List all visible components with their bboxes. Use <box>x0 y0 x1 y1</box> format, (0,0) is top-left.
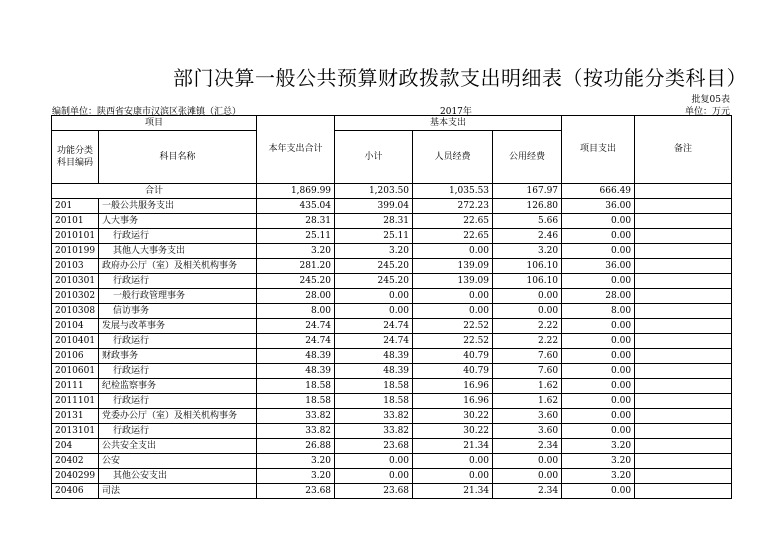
row-public: 106.10 <box>493 259 562 274</box>
row-public: 7.60 <box>493 364 562 379</box>
row-name: 发展与改革事务 <box>99 319 257 334</box>
row-code: 20101 <box>52 214 99 229</box>
row-code: 20131 <box>52 409 99 424</box>
row-total: 3.20 <box>257 244 335 259</box>
row-public: 0.00 <box>493 454 562 469</box>
row-name: 行政运行 <box>99 229 257 244</box>
row-project: 28.00 <box>562 289 635 304</box>
row-public: 126.80 <box>493 199 562 214</box>
row-remark <box>635 349 732 364</box>
row-project: 0.00 <box>562 214 635 229</box>
row-public: 0.00 <box>493 469 562 484</box>
row-subtotal: 245.20 <box>335 259 413 274</box>
row-project: 36.00 <box>562 259 635 274</box>
header-item: 项目 <box>52 116 257 131</box>
table-row <box>52 364 732 379</box>
row-name: 一般行政管理事务 <box>99 289 257 304</box>
row-remark <box>635 409 732 424</box>
row-name: 其他人大事务支出 <box>99 244 257 259</box>
row-public: 2.22 <box>493 334 562 349</box>
table-row <box>52 424 732 439</box>
row-code: 2010601 <box>52 364 99 379</box>
row-project: 0.00 <box>562 394 635 409</box>
row-subtotal: 25.11 <box>335 229 413 244</box>
row-code: 20111 <box>52 379 99 394</box>
row-subtotal: 28.31 <box>335 214 413 229</box>
row-code: 2010199 <box>52 244 99 259</box>
table-row <box>52 409 732 424</box>
sum-remark <box>635 184 732 199</box>
row-project: 0.00 <box>562 409 635 424</box>
row-remark <box>635 424 732 439</box>
row-remark <box>635 229 732 244</box>
header-subtotal: 小计 <box>335 131 413 184</box>
row-total: 3.20 <box>257 469 335 484</box>
row-subtotal: 48.39 <box>335 364 413 379</box>
row-subtotal: 3.20 <box>335 244 413 259</box>
header-personnel: 人员经费 <box>413 131 493 184</box>
row-subtotal: 0.00 <box>335 454 413 469</box>
header-code: 功能分类科目编码 <box>52 131 99 184</box>
row-subtotal: 0.00 <box>335 289 413 304</box>
row-project: 0.00 <box>562 274 635 289</box>
table-row <box>52 379 732 394</box>
row-subtotal: 48.39 <box>335 349 413 364</box>
row-public: 7.60 <box>493 349 562 364</box>
row-remark <box>635 304 732 319</box>
row-remark <box>635 289 732 304</box>
row-personnel: 0.00 <box>413 244 493 259</box>
table-row <box>52 289 732 304</box>
row-total: 24.74 <box>257 319 335 334</box>
row-public: 2.34 <box>493 439 562 454</box>
table-row <box>52 439 732 454</box>
row-project: 0.00 <box>562 229 635 244</box>
row-remark <box>635 274 732 289</box>
row-remark <box>635 484 732 499</box>
row-remark <box>635 439 732 454</box>
table-row <box>52 349 732 364</box>
table-row <box>52 214 732 229</box>
row-public: 106.10 <box>493 274 562 289</box>
row-code: 2010302 <box>52 289 99 304</box>
money-unit: 单位：万元 <box>684 107 730 117</box>
row-personnel: 139.09 <box>413 274 493 289</box>
row-total: 33.82 <box>257 409 335 424</box>
row-name: 政府办公厅（室）及相关机构事务 <box>99 259 257 274</box>
row-subtotal: 245.20 <box>335 274 413 289</box>
row-code: 2010308 <box>52 304 99 319</box>
row-remark <box>635 199 732 214</box>
row-name: 行政运行 <box>99 364 257 379</box>
sum-total: 1,869.99 <box>257 184 335 199</box>
table-row <box>52 454 732 469</box>
row-remark <box>635 214 732 229</box>
row-remark <box>635 259 732 274</box>
row-personnel: 0.00 <box>413 304 493 319</box>
row-name: 行政运行 <box>99 274 257 289</box>
row-personnel: 22.65 <box>413 214 493 229</box>
compiling-unit: 编制单位：陕西省安康市汉滨区张滩镇（汇总） <box>52 107 242 117</box>
table-row <box>52 304 732 319</box>
row-name: 公安 <box>99 454 257 469</box>
row-code: 2010101 <box>52 229 99 244</box>
row-public: 0.00 <box>493 304 562 319</box>
row-code: 204 <box>52 439 99 454</box>
table-row <box>52 484 732 499</box>
row-personnel: 0.00 <box>413 469 493 484</box>
row-total: 18.58 <box>257 394 335 409</box>
row-name: 人大事务 <box>99 214 257 229</box>
row-project: 0.00 <box>562 349 635 364</box>
sum-subtotal: 1,203.50 <box>335 184 413 199</box>
row-total: 26.88 <box>257 439 335 454</box>
row-total: 23.68 <box>257 484 335 499</box>
row-name: 一般公共服务支出 <box>99 199 257 214</box>
row-project: 0.00 <box>562 319 635 334</box>
row-total: 435.04 <box>257 199 335 214</box>
row-name: 司法 <box>99 484 257 499</box>
row-project: 0.00 <box>562 244 635 259</box>
row-public: 1.62 <box>493 394 562 409</box>
row-code: 201 <box>52 199 99 214</box>
row-subtotal: 23.68 <box>335 484 413 499</box>
row-total: 48.39 <box>257 364 335 379</box>
row-subtotal: 399.04 <box>335 199 413 214</box>
row-code: 20104 <box>52 319 99 334</box>
row-project: 3.20 <box>562 454 635 469</box>
row-remark <box>635 334 732 349</box>
table-row <box>52 394 732 409</box>
row-public: 0.00 <box>493 289 562 304</box>
header-project: 项目支出 <box>562 116 635 184</box>
row-total: 48.39 <box>257 349 335 364</box>
row-code: 2010301 <box>52 274 99 289</box>
header-public: 公用经费 <box>493 131 562 184</box>
row-personnel: 30.22 <box>413 409 493 424</box>
row-project: 0.00 <box>562 364 635 379</box>
page-title: 部门决算一般公共预算财政拨款支出明细表（按功能分类科目） <box>173 66 747 90</box>
row-remark <box>635 364 732 379</box>
table-row <box>52 334 732 349</box>
table-row <box>52 469 732 484</box>
row-public: 3.60 <box>493 409 562 424</box>
row-name: 行政运行 <box>99 334 257 349</box>
row-code: 20106 <box>52 349 99 364</box>
row-project: 8.00 <box>562 304 635 319</box>
row-code: 2040299 <box>52 469 99 484</box>
row-remark <box>635 394 732 409</box>
row-project: 0.00 <box>562 484 635 499</box>
row-personnel: 272.23 <box>413 199 493 214</box>
row-total: 33.82 <box>257 424 335 439</box>
row-total: 28.31 <box>257 214 335 229</box>
row-personnel: 21.34 <box>413 439 493 454</box>
row-code: 20406 <box>52 484 99 499</box>
row-personnel: 22.65 <box>413 229 493 244</box>
row-project: 0.00 <box>562 424 635 439</box>
row-subtotal: 0.00 <box>335 304 413 319</box>
row-name: 行政运行 <box>99 424 257 439</box>
row-remark <box>635 244 732 259</box>
row-personnel: 40.79 <box>413 349 493 364</box>
row-subtotal: 33.82 <box>335 409 413 424</box>
row-total: 18.58 <box>257 379 335 394</box>
table-row <box>52 319 732 334</box>
row-personnel: 0.00 <box>413 454 493 469</box>
row-project: 3.20 <box>562 469 635 484</box>
table-row <box>52 259 732 274</box>
row-name: 其他公安支出 <box>99 469 257 484</box>
row-personnel: 30.22 <box>413 424 493 439</box>
row-total: 3.20 <box>257 454 335 469</box>
row-name: 行政运行 <box>99 394 257 409</box>
row-name: 纪检监察事务 <box>99 379 257 394</box>
sum-project: 666.49 <box>562 184 635 199</box>
header-name: 科目名称 <box>99 131 257 184</box>
row-code: 20402 <box>52 454 99 469</box>
row-project: 3.20 <box>562 439 635 454</box>
expenditure-table <box>51 115 732 499</box>
row-name: 财政事务 <box>99 349 257 364</box>
sum-row <box>52 184 732 199</box>
row-personnel: 139.09 <box>413 259 493 274</box>
sum-public: 167.97 <box>493 184 562 199</box>
row-remark <box>635 319 732 334</box>
header-basic: 基本支出 <box>335 116 562 131</box>
row-subtotal: 24.74 <box>335 334 413 349</box>
row-subtotal: 23.68 <box>335 439 413 454</box>
table-row <box>52 229 732 244</box>
row-subtotal: 18.58 <box>335 394 413 409</box>
row-public: 3.60 <box>493 424 562 439</box>
row-public: 1.62 <box>493 379 562 394</box>
row-total: 281.20 <box>257 259 335 274</box>
row-personnel: 16.96 <box>413 379 493 394</box>
row-public: 2.22 <box>493 319 562 334</box>
form-number: 批复05表 <box>691 95 730 105</box>
row-total: 8.00 <box>257 304 335 319</box>
row-public: 3.20 <box>493 244 562 259</box>
row-subtotal: 24.74 <box>335 319 413 334</box>
row-remark <box>635 469 732 484</box>
row-public: 5.66 <box>493 214 562 229</box>
row-code: 20103 <box>52 259 99 274</box>
row-project: 36.00 <box>562 199 635 214</box>
table-row <box>52 199 732 214</box>
row-subtotal: 18.58 <box>335 379 413 394</box>
row-subtotal: 33.82 <box>335 424 413 439</box>
row-total: 25.11 <box>257 229 335 244</box>
sum-personnel: 1,035.53 <box>413 184 493 199</box>
row-total: 245.20 <box>257 274 335 289</box>
header-total: 本年支出合计 <box>257 116 335 184</box>
row-code: 2013101 <box>52 424 99 439</box>
row-code: 2010401 <box>52 334 99 349</box>
row-code: 2011101 <box>52 394 99 409</box>
row-public: 2.46 <box>493 229 562 244</box>
row-personnel: 22.52 <box>413 334 493 349</box>
row-name: 党委办公厅（室）及相关机构事务 <box>99 409 257 424</box>
header-remark: 备注 <box>635 116 732 184</box>
row-public: 2.34 <box>493 484 562 499</box>
row-name: 信访事务 <box>99 304 257 319</box>
row-remark <box>635 379 732 394</box>
sum-label: 合计 <box>52 184 257 199</box>
row-project: 0.00 <box>562 334 635 349</box>
row-total: 24.74 <box>257 334 335 349</box>
row-personnel: 40.79 <box>413 364 493 379</box>
row-personnel: 16.96 <box>413 394 493 409</box>
row-personnel: 21.34 <box>413 484 493 499</box>
table-row <box>52 244 732 259</box>
table-row <box>52 274 732 289</box>
report-year: 2017年 <box>440 107 472 117</box>
row-subtotal: 0.00 <box>335 469 413 484</box>
row-personnel: 22.52 <box>413 319 493 334</box>
row-total: 28.00 <box>257 289 335 304</box>
row-remark <box>635 454 732 469</box>
row-personnel: 0.00 <box>413 289 493 304</box>
row-project: 0.00 <box>562 379 635 394</box>
row-name: 公共安全支出 <box>99 439 257 454</box>
